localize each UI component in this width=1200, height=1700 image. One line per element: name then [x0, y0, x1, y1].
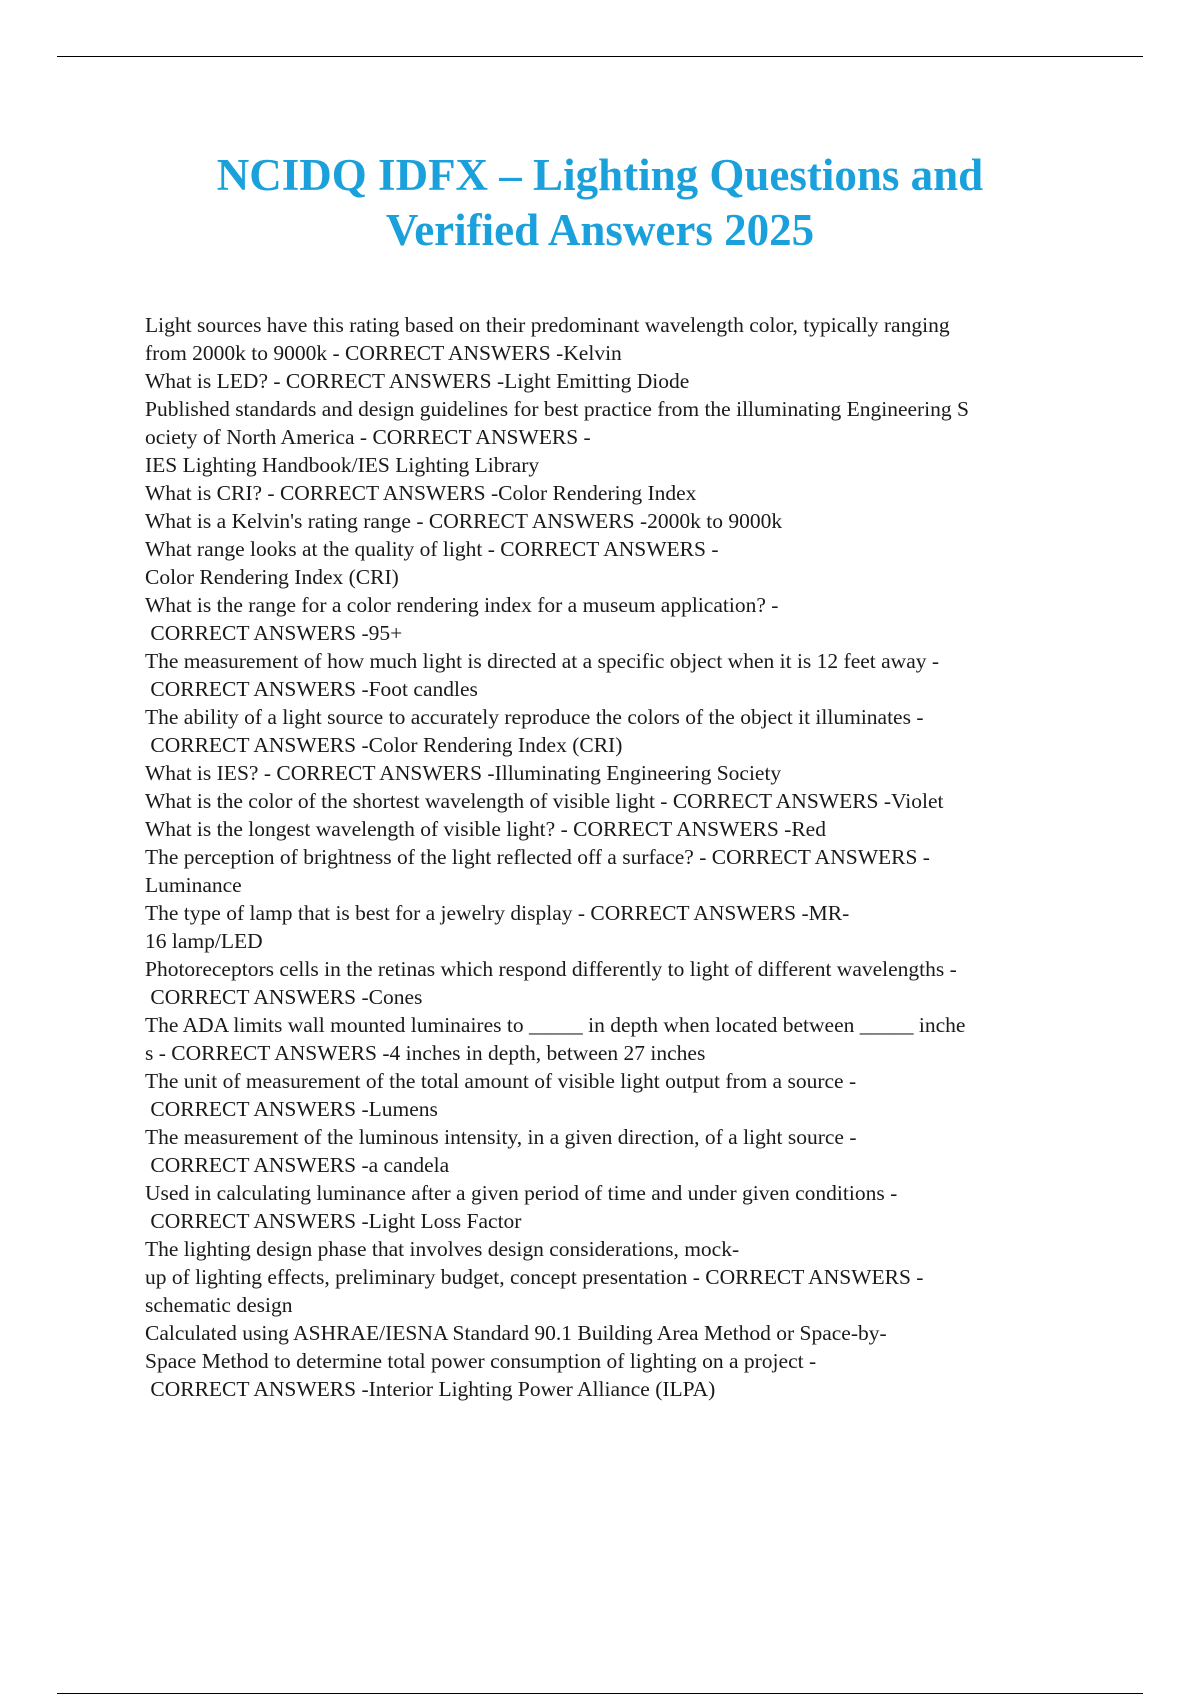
text-line: CORRECT ANSWERS -Cones [145, 985, 423, 1009]
text-line: What is LED? - CORRECT ANSWERS -Light Emitting Diode [145, 369, 690, 393]
text-line: from 2000k to 9000k - CORRECT ANSWERS -Kelvin [145, 341, 622, 365]
text-line: IES Lighting Handbook/IES Lighting Library [145, 453, 540, 477]
text-line: CORRECT ANSWERS -Color Rendering Index (CRI) [145, 733, 623, 757]
text-line: What is a Kelvin's rating range - CORRECT ANSWERS -2000k to 9000k [145, 509, 783, 533]
text-line: Published standards and design guidelines for best practice from the illuminating Engineering S [145, 397, 969, 421]
text-line: What is the longest wavelength of visible light? - CORRECT ANSWERS -Red [145, 817, 826, 841]
text-line: What is the color of the shortest wavelength of visible light - CORRECT ANSWERS -Violet [145, 789, 944, 813]
text-line: schematic design [145, 1293, 293, 1317]
text-line: The ability of a light source to accurately reproduce the colors of the object it illuminates - [145, 705, 924, 729]
text-line: Color Rendering Index (CRI) [145, 565, 399, 589]
text-line: What is CRI? - CORRECT ANSWERS -Color Rendering Index [145, 481, 697, 505]
title-line-2: Verified Answers 2025 [385, 205, 815, 255]
text-line: 16 lamp/LED [145, 929, 263, 953]
text-line: Calculated using ASHRAE/IESNA Standard 90.1 Building Area Method or Space-by- [145, 1321, 887, 1345]
text-line: Used in calculating luminance after a given period of time and under given conditions - [145, 1181, 898, 1205]
text-line: Photoreceptors cells in the retinas which respond differently to light of different wavelengths - [145, 957, 957, 981]
text-line: The ADA limits wall mounted luminaires to _____ in depth when located between _____ inche [145, 1013, 966, 1037]
text-line: ociety of North America - CORRECT ANSWERS - [145, 425, 591, 449]
text-line: The measurement of how much light is directed at a specific object when it is 12 feet away - [145, 649, 940, 673]
text-line: The type of lamp that is best for a jewelry display - CORRECT ANSWERS -MR- [145, 901, 850, 925]
text-line: s - CORRECT ANSWERS -4 inches in depth, between 27 inches [145, 1041, 706, 1065]
qa-body [145, 311, 1095, 1403]
text-line: CORRECT ANSWERS -Interior Lighting Power Alliance (ILPA) [145, 1377, 716, 1401]
text-line: CORRECT ANSWERS -Light Loss Factor [145, 1209, 522, 1233]
text-line: What is IES? - CORRECT ANSWERS -Illuminating Engineering Society [145, 761, 782, 785]
text-line: The unit of measurement of the total amount of visible light output from a source - [145, 1069, 857, 1093]
text-line: CORRECT ANSWERS -95+ [145, 621, 403, 645]
text-line: What range looks at the quality of light - CORRECT ANSWERS - [145, 537, 719, 561]
text-line: up of lighting effects, preliminary budget, concept presentation - CORRECT ANSWERS - [145, 1265, 924, 1289]
header-rule [57, 56, 1143, 57]
footer-rule [57, 1693, 1143, 1694]
text-line: The perception of brightness of the light reflected off a surface? - CORRECT ANSWERS - [145, 845, 930, 869]
text-line: CORRECT ANSWERS -a candela [145, 1153, 450, 1177]
text-line: Light sources have this rating based on their predominant wavelength color, typically ranging [145, 313, 950, 337]
text-line: CORRECT ANSWERS -Lumens [145, 1097, 438, 1121]
document-title [0, 148, 1200, 258]
text-line: Luminance [145, 873, 242, 897]
text-line: The measurement of the luminous intensity, in a given direction, of a light source - [145, 1125, 857, 1149]
text-line: Space Method to determine total power consumption of lighting on a project - [145, 1349, 817, 1373]
text-line: The lighting design phase that involves design considerations, mock- [145, 1237, 740, 1261]
title-line-1: NCIDQ IDFX – Lighting Questions and [216, 150, 984, 200]
text-line: What is the range for a color rendering index for a museum application? - [145, 593, 779, 617]
text-line: CORRECT ANSWERS -Foot candles [145, 677, 478, 701]
